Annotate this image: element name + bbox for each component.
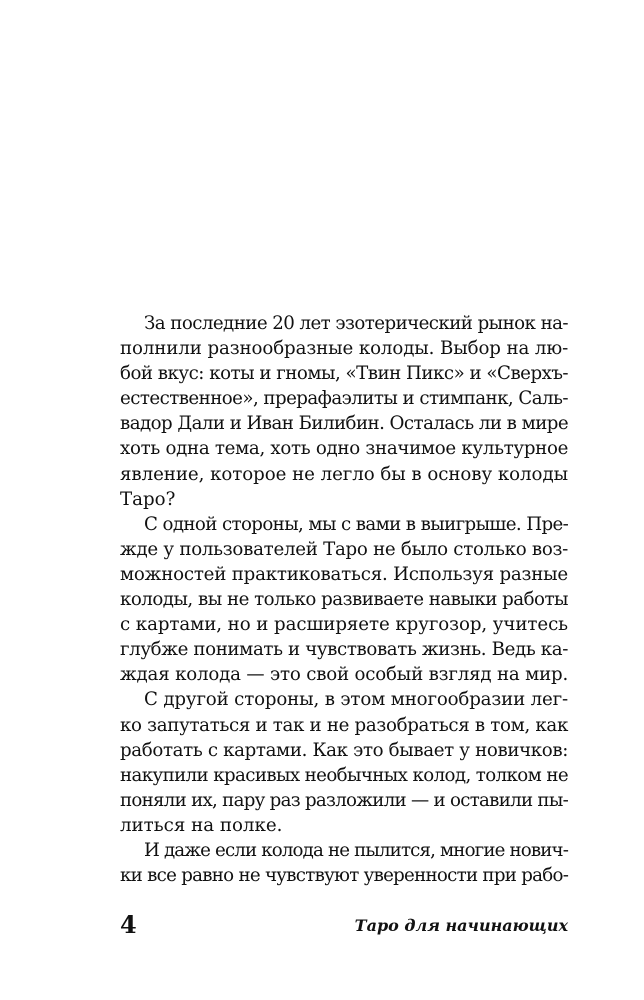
- text-line: полнили разнообразные колоды. Выбор на лю-: [120, 338, 569, 360]
- text-line: ждая колода — это свой особый взгляд на мир.: [120, 664, 569, 686]
- text-line: И даже если колода не пылится, многие нович-: [144, 839, 568, 861]
- text-line: С одной стороны, мы с вами в выигрыше. Пре-: [144, 513, 569, 535]
- text-line: можностей практиковаться. Используя разные: [120, 563, 568, 585]
- text-line: ки все равно не чувствуют уверенности при рабо-: [120, 865, 569, 887]
- body-text: [120, 311, 568, 888]
- text-line: Таро?: [120, 488, 176, 510]
- text-line: работать с картами. Как это бывает у новичков:: [120, 739, 568, 761]
- page-number: 4: [120, 910, 137, 939]
- text-line: колоды, вы не только развиваете навыки работы: [120, 589, 568, 611]
- text-line: глубже понимать и чувствовать жизнь. Ведь ка-: [120, 639, 568, 661]
- text-line: поняли их, пару раз разложили — и оставили пы-: [120, 789, 568, 811]
- text-line: За последние 20 лет эзотерический рынок на-: [144, 313, 568, 334]
- text-line: естественное», прерафаэлиты и стимпанк, Саль-: [120, 388, 568, 410]
- paragraph: [120, 512, 568, 688]
- text-line: С другой стороны, в этом многообразии лег-: [144, 689, 569, 711]
- text-line: ко запутаться и так и не разобраться в том, как: [120, 714, 568, 736]
- paragraph: [120, 838, 568, 888]
- text-line: накупили красивых необычных колод, толком не: [120, 764, 569, 786]
- text-line: бой вкус: коты и гномы, «Твин Пикс» и «Сверхъ-: [120, 363, 569, 385]
- paragraph: [120, 311, 568, 512]
- running-title: Таро для начинающих: [354, 916, 568, 935]
- text-line: с картами, но и расширяете кругозор, учитесь: [120, 614, 569, 636]
- text-line: жде у пользователей Таро не было столько воз-: [120, 538, 569, 560]
- text-line: хоть одна тема, хоть одно значимое культурное: [120, 438, 569, 460]
- text-line: вадор Дали и Иван Билибин. Осталась ли в мире: [120, 413, 569, 435]
- text-line: явление, которое не легло бы в основу колоды: [120, 463, 568, 485]
- paragraph: [120, 687, 568, 838]
- text-line: литься на полке.: [120, 814, 283, 836]
